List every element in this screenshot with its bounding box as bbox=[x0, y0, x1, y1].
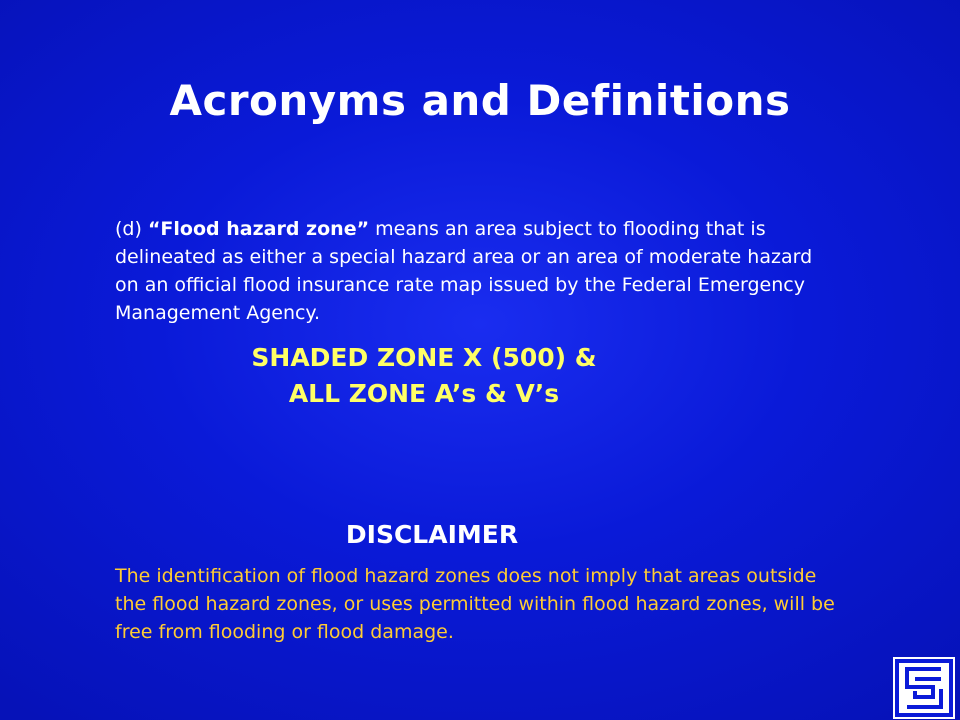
definition-term: “Flood hazard zone” bbox=[147, 218, 370, 240]
slide-title: Acronyms and Definitions bbox=[169, 76, 791, 125]
zones-callout bbox=[0, 340, 848, 412]
disclaimer-heading: DISCLAIMER bbox=[345, 520, 519, 549]
definition-body: means an area subject to flooding that is delineated as either a special hazard area or an area of moderate hazard on an official flood insurance rate map issued by the Federal Emergency Management Agency. bbox=[115, 218, 813, 324]
disclaimer-text: The identification of flood hazard zones does not imply that areas outside the flood hazard zones, or uses permitted within flood hazard zones, will be free from flooding or flood damage. bbox=[115, 565, 835, 643]
cs-logo-icon bbox=[893, 657, 955, 719]
definition-prefix: (d) bbox=[115, 218, 148, 240]
definition-paragraph bbox=[115, 215, 835, 327]
zones-line-2: ALL ZONE A’s & V’s bbox=[288, 379, 560, 408]
cs-logo-graphic bbox=[893, 657, 955, 719]
zones-line-1: SHADED ZONE X (500) & bbox=[251, 343, 597, 372]
